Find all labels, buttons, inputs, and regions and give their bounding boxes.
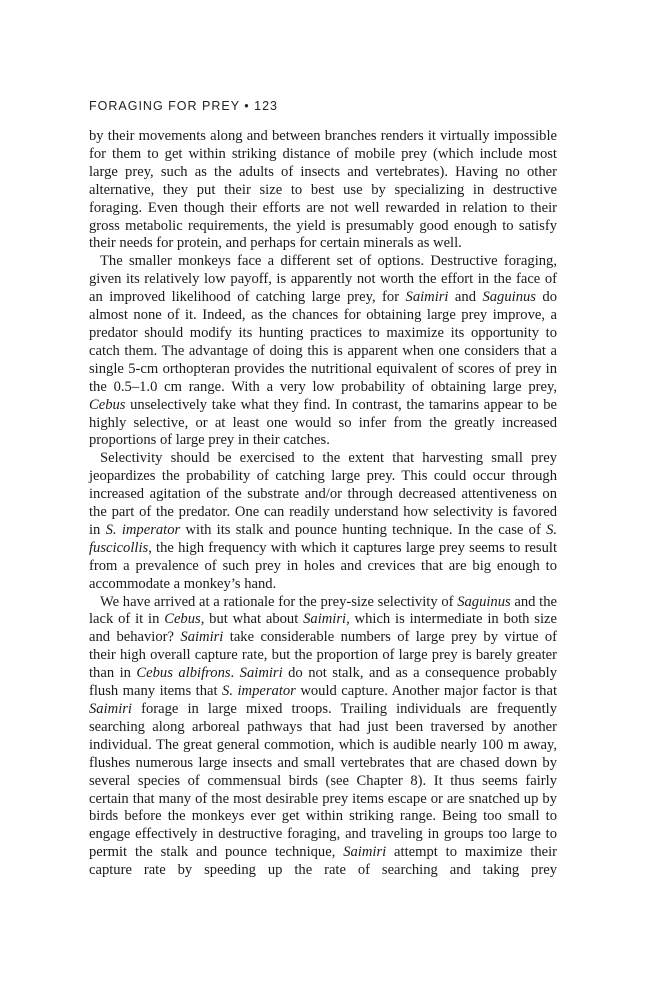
text-run: , but what about xyxy=(200,611,304,628)
book-page xyxy=(89,98,557,880)
text-run: and the lack of it in xyxy=(89,593,558,628)
text-run: forage in large mixed troops. Trailing individuals are frequently searching along arboreal pathways that had just been traversed by another individual. The great general commotion, which is audible nearly 100 m away, flushes numerous large insects and small vertebrates that are chased down by several species of commensual birds (see Chapter 8). It thus seems fairly certain that many of the most desirable prey items escape or are snatched up by birds before the monkeys ever get within striking range. Being too small to engage effectively in destructive foraging, and traveling in groups too large to permit the stalk and pounce technique, xyxy=(89,701,557,861)
italic-term: Saimiri xyxy=(239,665,283,682)
italic-term: Saimiri xyxy=(303,611,347,628)
paragraph xyxy=(89,128,557,253)
paragraph xyxy=(89,450,557,593)
body-text xyxy=(89,128,557,880)
text-run: , which is intermediate in both size and behavior? xyxy=(89,611,557,646)
paragraph xyxy=(89,594,557,881)
text-run: take considerable numbers of large prey by virtue of their high overall capture rate, but the proportion of large prey is barely greater than in xyxy=(89,629,557,682)
text-run: with its stalk and pounce hunting technique. In the case of xyxy=(180,521,547,538)
paragraph xyxy=(89,253,557,450)
italic-term: Cebus xyxy=(89,396,126,413)
italic-term: Saguinus xyxy=(482,289,536,306)
italic-term: Cebus xyxy=(164,611,201,628)
text-run: by their movements along and between branches renders it virtually impossible for them to get within striking distance of mobile prey (which include most large prey, such as the adults of insects and vertebrates). Having no other alternative, they put their size to best use by specializing in destructive foraging. Even though their efforts are not well rewarded in relation to their gross metabolic requirements, the yield is presumably good enough to satisfy their needs for protein, and perhaps for certain minerals as well. xyxy=(89,128,557,252)
running-head: FORAGING FOR PREY • 123 xyxy=(89,99,278,113)
text-run: do almost none of it. Indeed, as the chances for obtaining large prey improve, a predator should modify its hunting practices to maximize its opportunity to catch them. The advantage of doing this is apparent when one considers that a single 5-cm orthopteran provides the nutritional equivalent of scores of prey in the 0.5–1.0 cm range. With a very low probability of obtaining large prey, xyxy=(89,289,557,395)
text-run: would capture. Another major factor is that xyxy=(295,683,558,700)
text-run: . xyxy=(230,665,240,682)
italic-term: Saimiri xyxy=(180,629,224,646)
italic-term: Saimiri xyxy=(343,844,387,861)
italic-term: Saimiri xyxy=(89,701,132,717)
text-run: We have arrived at a rationale for the prey-size selectivity of xyxy=(100,593,458,610)
italic-term: S. imperator xyxy=(105,521,181,538)
text-run: unselectively take what they find. In contrast, the tamarins appear to be highly selective, or at least one would so infer from the greatly increased proportions of large prey in their catches. xyxy=(89,396,557,449)
italic-term: S. imperator xyxy=(222,683,296,700)
text-run: do not stalk, and as a consequence probably flush many items that xyxy=(89,665,557,700)
text-run: Selectivity should be exercised to the extent that harvesting small prey jeopardizes the probability of catching large prey. This could occur through increased agitation of the substrate and/or through decreased attentiveness on the part of the predator. One can readily understand how selectivity is favored in xyxy=(89,450,557,538)
italic-term: S. fuscicollis xyxy=(89,521,558,556)
italic-term: Cebus albifrons xyxy=(136,665,231,682)
italic-term: Saguinus xyxy=(457,593,511,610)
text-run: The smaller monkeys face a different set of options. Destructive foraging, given its relatively low payoff, is apparently not worth the effort in the face of an improved likelihood of catching large prey, for xyxy=(89,253,557,306)
text-run: , the high frequency with which it captures large prey seems to result from a prevalence of such prey in holes and crevices that are big enough to accommodate a monkey’s hand. xyxy=(89,539,557,592)
text-run: attempt to maximize their capture rate by speeding up the rate of searching and taking prey xyxy=(89,844,558,879)
text-run: and xyxy=(448,289,483,306)
italic-term: Saimiri xyxy=(405,289,449,306)
